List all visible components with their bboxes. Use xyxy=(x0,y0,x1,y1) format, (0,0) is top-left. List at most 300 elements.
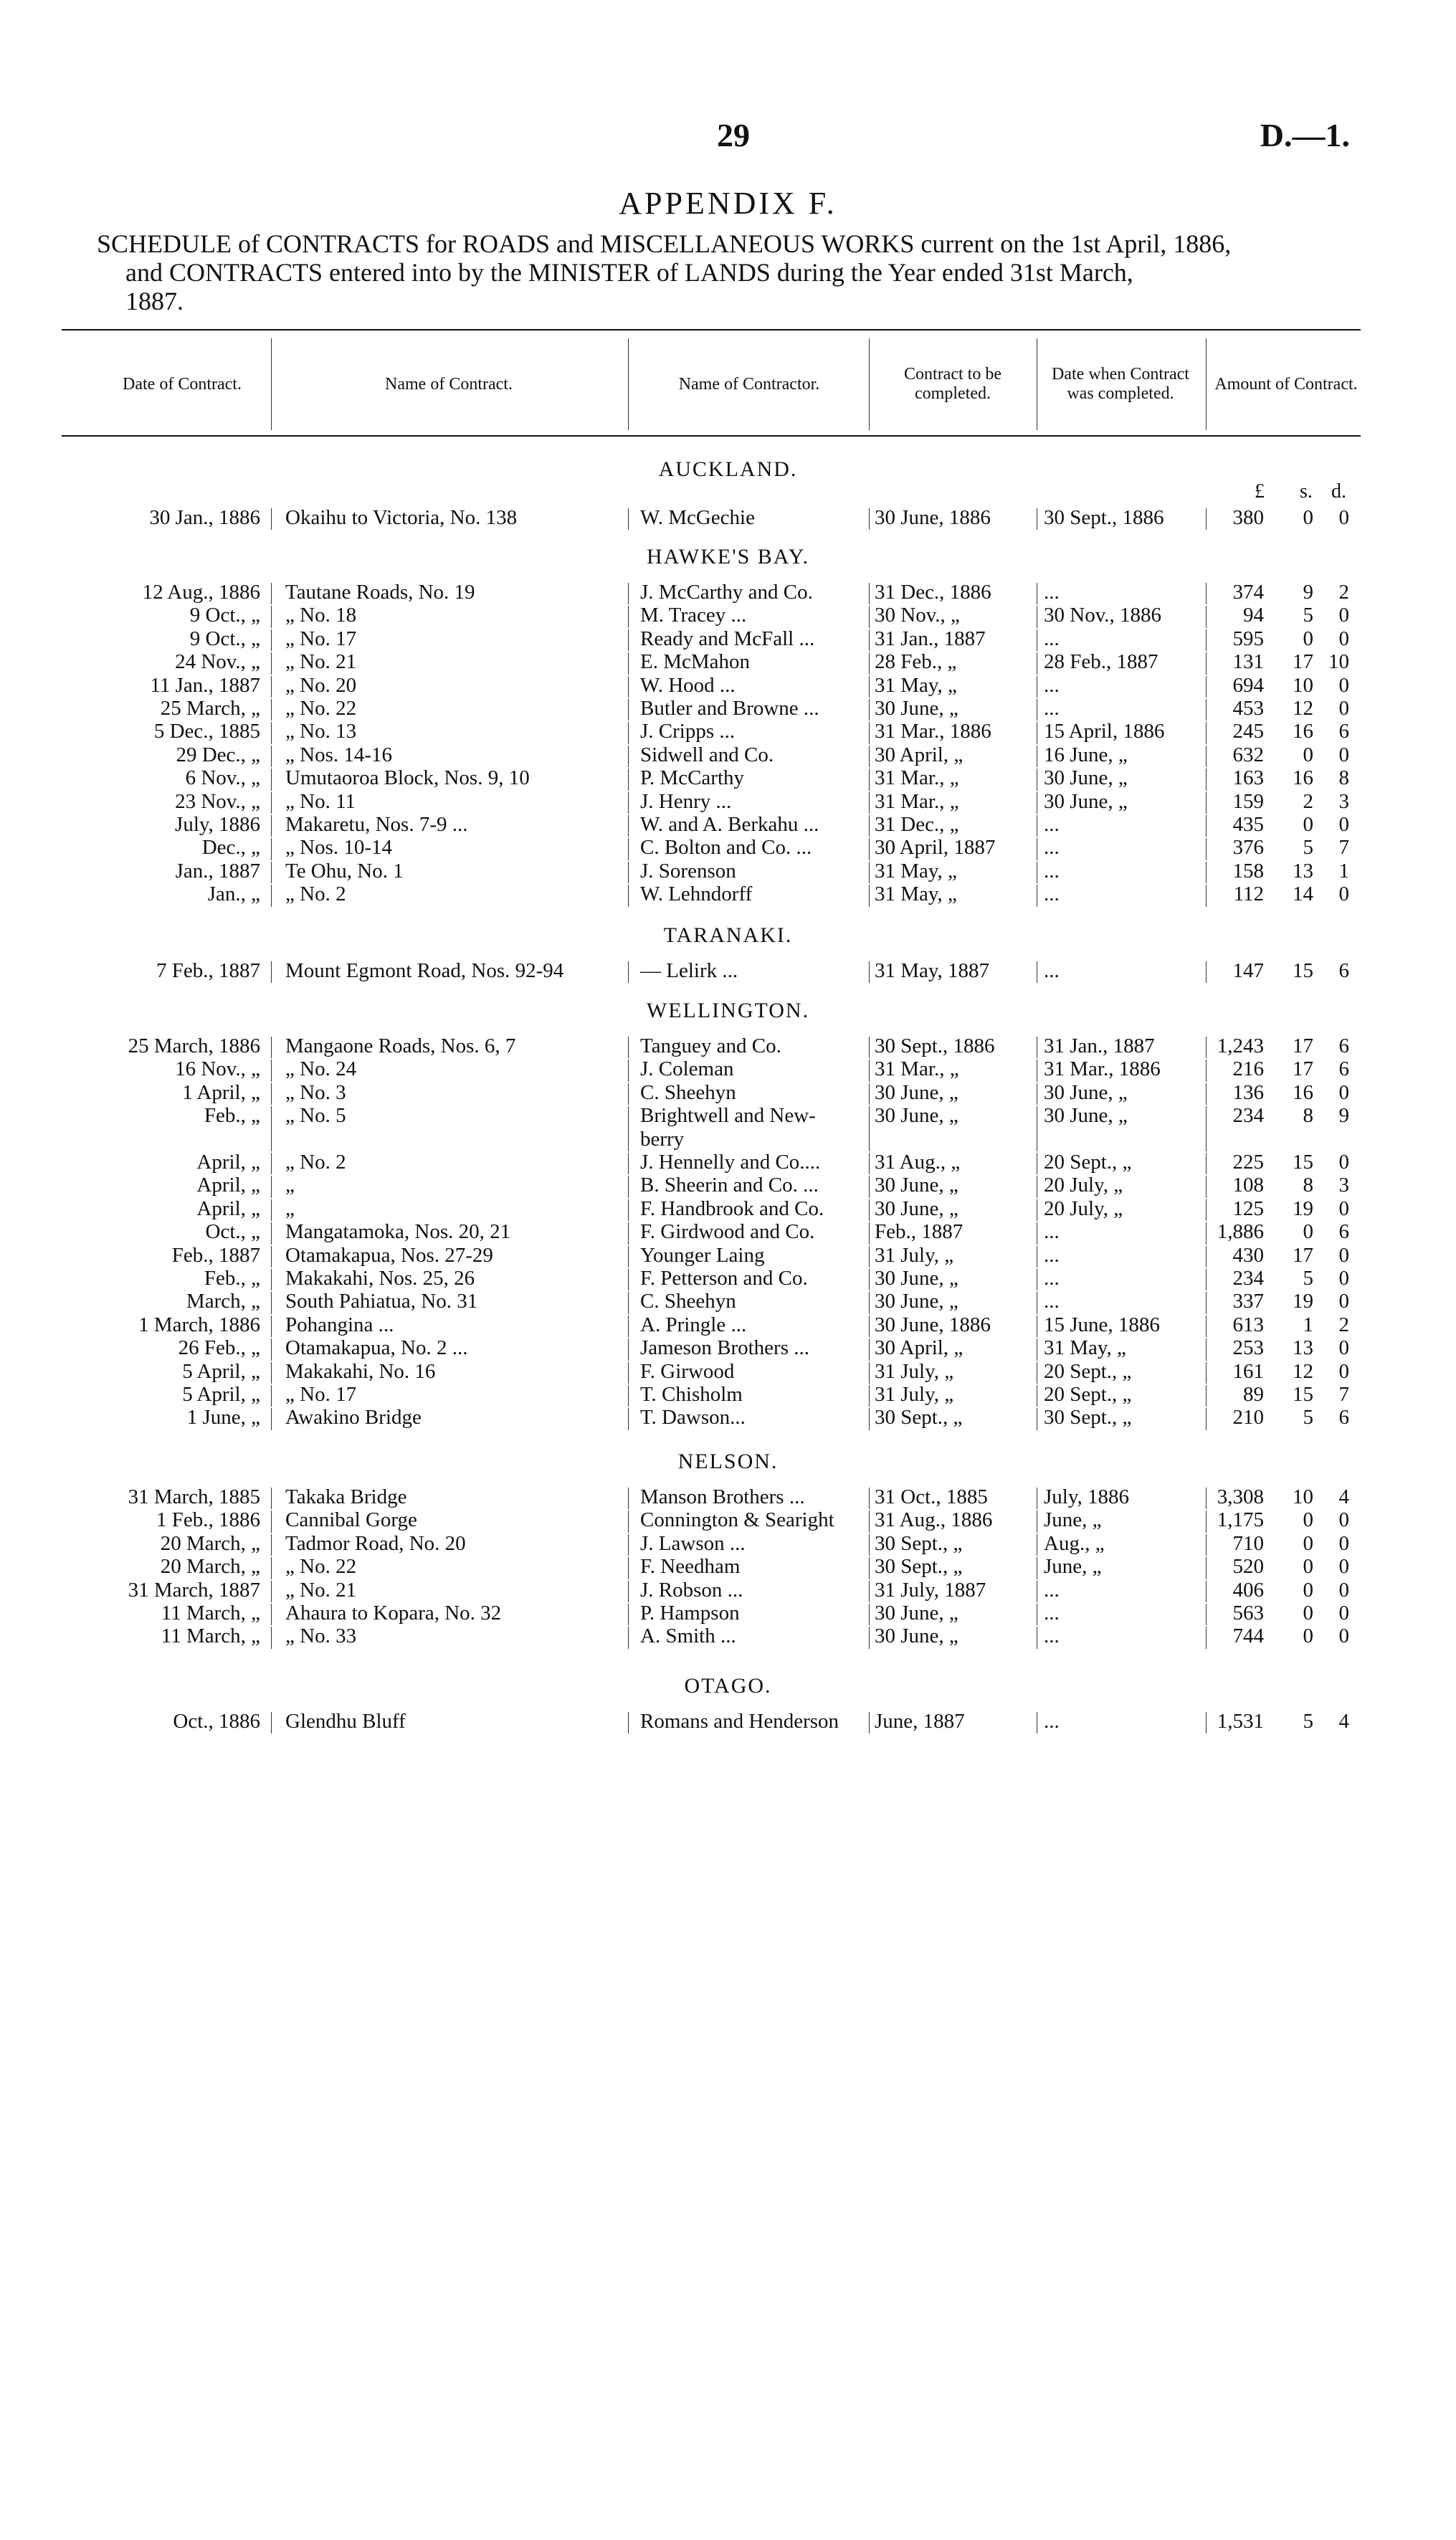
column-rule xyxy=(869,1534,870,1556)
column-rule xyxy=(628,652,629,674)
column-rule xyxy=(271,838,272,860)
column-rule xyxy=(628,1385,629,1407)
amount-pounds: 1,886 xyxy=(1217,1220,1264,1244)
amount-pounds: 253 xyxy=(1232,1336,1264,1360)
contractor-name: P. McCarthy xyxy=(640,766,744,790)
contract-name: „ No. 33 xyxy=(285,1625,357,1648)
completion-due: 30 Sept., „ xyxy=(875,1555,963,1579)
column-rule xyxy=(628,676,629,698)
col-header-to-complete: Contract to be completed. xyxy=(904,365,1001,403)
column-rule xyxy=(869,1083,870,1105)
column-rule xyxy=(1206,699,1207,720)
completion-due: 31 Mar., 1886 xyxy=(875,720,991,743)
column-rule xyxy=(271,1712,272,1733)
completion-date: ... xyxy=(1044,1267,1060,1290)
contract-date: Jan., „ xyxy=(207,883,260,906)
column-rule xyxy=(869,629,870,651)
contractor-name: — Lelirk ... xyxy=(640,959,738,982)
column-rule xyxy=(271,1083,272,1105)
completion-due: 28 Feb., „ xyxy=(875,650,957,674)
column-rule xyxy=(869,862,870,883)
column-rule xyxy=(271,1176,272,1197)
col-header-completed: Date when Contract was completed. xyxy=(1052,365,1189,403)
column-rule xyxy=(869,792,870,814)
column-rule xyxy=(1206,1106,1207,1151)
amount-pence: 0 xyxy=(1338,1602,1349,1625)
region-heading: NELSON. xyxy=(677,1450,779,1473)
column-rule xyxy=(1206,769,1207,790)
column-rule xyxy=(271,508,272,530)
contract-name: „ No. 24 xyxy=(285,1057,357,1081)
amount-pounds: 131 xyxy=(1232,650,1264,674)
column-rule xyxy=(271,862,272,883)
column-rule xyxy=(271,1385,272,1407)
column-rule xyxy=(1206,722,1207,743)
contractor-name: Sidwell and Co. xyxy=(640,743,774,766)
completion-due: 30 April, „ xyxy=(875,743,963,766)
completion-due: 31 Jan., 1887 xyxy=(875,627,986,650)
column-rule xyxy=(271,1222,272,1244)
column-rule xyxy=(628,1037,629,1058)
amount-pounds: 3,308 xyxy=(1217,1485,1264,1508)
contract-date: Oct., 1886 xyxy=(173,1710,260,1733)
amount-shillings: 0 xyxy=(1303,627,1313,650)
amount-pence: 2 xyxy=(1338,1313,1349,1336)
amount-pence: 0 xyxy=(1338,1508,1349,1532)
column-rule xyxy=(1206,508,1207,530)
contract-name: Okaihu to Victoria, No. 138 xyxy=(285,506,518,529)
column-rule xyxy=(271,1362,272,1384)
completion-due: 30 June, „ xyxy=(875,1267,958,1290)
column-rule xyxy=(628,1712,629,1733)
contract-name: Otamakapua, Nos. 27-29 xyxy=(285,1243,493,1267)
header-column-rule xyxy=(628,338,629,430)
amount-pounds: 520 xyxy=(1232,1555,1264,1579)
completion-date: 20 Sept., „ xyxy=(1044,1359,1132,1383)
amount-pence: 8 xyxy=(1338,766,1349,790)
column-rule xyxy=(628,1246,629,1267)
column-rule xyxy=(869,1408,870,1430)
column-rule xyxy=(869,1222,870,1244)
column-rule xyxy=(271,1292,272,1313)
amount-pounds: 1,175 xyxy=(1217,1508,1264,1532)
column-rule xyxy=(271,1199,272,1221)
column-rule xyxy=(628,1060,629,1081)
completion-date: 30 June, „ xyxy=(1044,1080,1128,1104)
completion-due: 30 June, 1886 xyxy=(875,1313,991,1336)
completion-date: ... xyxy=(1044,1578,1060,1602)
contract-date: 1 June, „ xyxy=(186,1406,260,1430)
amount-shillings: 13 xyxy=(1293,859,1313,883)
column-rule xyxy=(1206,1246,1207,1267)
column-rule xyxy=(628,838,629,860)
contract-name: South Pahiatua, No. 31 xyxy=(285,1290,478,1313)
contractor-name: M. Tracey ... xyxy=(640,604,747,627)
document-reference: D.—1. xyxy=(1260,117,1350,153)
column-rule xyxy=(628,815,629,837)
contract-name: Awakino Bridge xyxy=(285,1406,422,1430)
column-rule xyxy=(1206,583,1207,604)
column-rule xyxy=(1206,792,1207,814)
contract-date: April, „ xyxy=(196,1197,260,1220)
amount-pounds: 210 xyxy=(1232,1406,1264,1430)
column-rule xyxy=(628,699,629,720)
contract-name: „ No. 3 xyxy=(285,1080,346,1104)
completion-due: 31 Dec., 1886 xyxy=(875,581,991,604)
amount-pounds: 453 xyxy=(1232,697,1264,720)
amount-pounds: 147 xyxy=(1232,959,1264,982)
contractor-name: A. Pringle ... xyxy=(640,1313,747,1336)
completion-due: 30 April, „ xyxy=(875,1336,963,1360)
contractor-name: Younger Laing xyxy=(640,1243,765,1267)
column-rule xyxy=(628,746,629,767)
header-column-rule xyxy=(869,338,870,430)
completion-due: 31 Aug., 1886 xyxy=(875,1508,993,1532)
contractor-name: C. Bolton and Co. ... xyxy=(640,836,812,860)
contract-name: Cannibal Gorge xyxy=(285,1508,417,1532)
column-rule xyxy=(869,1269,870,1290)
completion-due: 30 June, „ xyxy=(875,697,958,720)
column-rule xyxy=(869,838,870,860)
completion-due: 30 Nov., „ xyxy=(875,604,960,627)
amount-pounds: 744 xyxy=(1232,1625,1264,1648)
amount-pence: 4 xyxy=(1338,1710,1349,1733)
column-rule xyxy=(1206,746,1207,767)
contract-name: „ No. 2 xyxy=(285,1151,346,1174)
column-rule xyxy=(869,1385,870,1407)
contract-date: 11 Jan., 1887 xyxy=(150,673,260,697)
contract-date: Feb., „ xyxy=(204,1104,260,1128)
amount-pence: 0 xyxy=(1338,743,1349,766)
amount-pounds: 108 xyxy=(1232,1174,1264,1197)
amount-shillings: 2 xyxy=(1303,789,1313,813)
column-rule xyxy=(1206,1037,1207,1058)
contractor-name: J. Coleman xyxy=(640,1057,734,1081)
amount-pence: 6 xyxy=(1338,1220,1349,1244)
amount-pence: 0 xyxy=(1338,697,1349,720)
column-rule xyxy=(628,1316,629,1337)
amount-pence: 4 xyxy=(1338,1485,1349,1508)
contract-date: 1 Feb., 1886 xyxy=(156,1508,260,1532)
contractor-name: J. Sorenson xyxy=(640,859,736,883)
amount-shillings: 0 xyxy=(1303,1625,1313,1648)
amount-pence: 0 xyxy=(1338,673,1349,697)
amount-shillings: 0 xyxy=(1303,1602,1313,1625)
amount-pounds: 94 xyxy=(1243,604,1264,627)
amount-shillings: 14 xyxy=(1293,883,1313,906)
column-rule xyxy=(869,1712,870,1733)
contract-name: Umutaoroa Block, Nos. 9, 10 xyxy=(285,766,530,790)
amount-shillings: 0 xyxy=(1303,1555,1313,1579)
contractor-name: T. Chisholm xyxy=(640,1383,743,1406)
amount-pence: 0 xyxy=(1338,1267,1349,1290)
amount-pence: 0 xyxy=(1338,1151,1349,1174)
contractor-name: W. and A. Berkahu ... xyxy=(640,813,819,836)
completion-date: ... xyxy=(1044,836,1060,860)
column-rule xyxy=(628,1083,629,1105)
column-rule xyxy=(271,792,272,814)
contract-date: 11 March, „ xyxy=(161,1602,260,1625)
column-rule xyxy=(271,1557,272,1579)
amount-shillings: 9 xyxy=(1303,581,1313,604)
amount-pence: 0 xyxy=(1338,1197,1349,1220)
column-rule xyxy=(1206,1269,1207,1290)
header-column-rule xyxy=(271,338,272,430)
amount-shillings: 5 xyxy=(1303,836,1313,860)
column-rule xyxy=(1206,1712,1207,1733)
completion-date: 20 July, „ xyxy=(1044,1174,1123,1197)
contractor-name: A. Smith ... xyxy=(640,1625,736,1648)
column-rule xyxy=(271,1246,272,1267)
amount-pounds: 406 xyxy=(1232,1578,1264,1602)
completion-date: July, 1886 xyxy=(1044,1485,1129,1508)
column-rule xyxy=(869,1106,870,1151)
contract-date: 9 Oct., „ xyxy=(189,604,260,627)
completion-due: 30 June, 1886 xyxy=(875,506,991,529)
column-rule xyxy=(271,583,272,604)
contractor-name: T. Dawson... xyxy=(640,1406,746,1430)
column-rule xyxy=(1206,1534,1207,1556)
amount-shillings: 5 xyxy=(1303,1710,1313,1733)
column-rule xyxy=(271,885,272,906)
contract-name: „ No. 18 xyxy=(285,604,357,627)
amount-shillings: 15 xyxy=(1293,959,1313,982)
column-rule xyxy=(271,1153,272,1174)
column-rule xyxy=(628,1511,629,1532)
column-rule xyxy=(271,815,272,837)
completion-date: 28 Feb., 1887 xyxy=(1044,650,1158,674)
completion-date: 31 Mar., 1886 xyxy=(1044,1057,1161,1081)
contract-date: 30 Jan., 1886 xyxy=(149,506,260,529)
column-rule xyxy=(271,769,272,790)
contract-date: Jan., 1887 xyxy=(175,859,260,883)
contract-name: Makaretu, Nos. 7-9 ... xyxy=(285,813,468,836)
completion-date: ... xyxy=(1044,1710,1060,1733)
column-rule xyxy=(1206,652,1207,674)
column-rule xyxy=(1206,1292,1207,1313)
amount-pounds: 595 xyxy=(1232,627,1264,650)
column-rule xyxy=(1206,1060,1207,1081)
contract-name: Ahaura to Kopara, No. 32 xyxy=(285,1602,502,1625)
completion-date: 20 Sept., „ xyxy=(1044,1383,1132,1406)
amount-pounds: 613 xyxy=(1232,1313,1264,1336)
column-rule xyxy=(271,676,272,698)
amount-pounds: 112 xyxy=(1233,883,1264,906)
column-rule xyxy=(1206,815,1207,837)
header-bottom-rule xyxy=(62,435,1361,437)
column-rule xyxy=(628,1106,629,1151)
contract-date: 6 Nov., „ xyxy=(185,766,260,790)
column-rule xyxy=(869,1338,870,1360)
contract-name: „ No. 13 xyxy=(285,720,357,743)
completion-date: ... xyxy=(1044,697,1060,720)
amount-pounds: 374 xyxy=(1232,581,1264,604)
amount-shillings: 0 xyxy=(1303,743,1313,766)
amount-shillings: 10 xyxy=(1293,1485,1313,1508)
completion-due: 30 June, „ xyxy=(875,1625,958,1648)
completion-due: 30 June, „ xyxy=(875,1080,958,1104)
column-rule xyxy=(869,508,870,530)
column-rule xyxy=(628,1627,629,1648)
column-rule xyxy=(271,1408,272,1430)
completion-due: 30 June, „ xyxy=(875,1602,958,1625)
column-rule xyxy=(1206,1627,1207,1648)
amount-pounds: 158 xyxy=(1232,859,1264,883)
column-rule xyxy=(869,1060,870,1081)
contractor-name: F. Needham xyxy=(640,1555,741,1579)
completion-date: ... xyxy=(1044,1243,1060,1267)
completion-due: 31 July, 1887 xyxy=(875,1578,986,1602)
amount-shillings: 5 xyxy=(1303,604,1313,627)
amount-pence: 1 xyxy=(1338,859,1349,883)
completion-date: 16 June, „ xyxy=(1044,743,1128,766)
column-rule xyxy=(869,1176,870,1197)
amount-shillings: 0 xyxy=(1303,1508,1313,1532)
amount-pence: 0 xyxy=(1338,1290,1349,1313)
completion-date: 30 June, „ xyxy=(1044,766,1128,790)
column-rule xyxy=(869,1153,870,1174)
amount-pounds: 125 xyxy=(1232,1197,1264,1220)
completion-date: 30 June, „ xyxy=(1044,1104,1128,1128)
contract-date: 5 April, „ xyxy=(182,1383,260,1406)
amount-shillings: 17 xyxy=(1293,1034,1313,1057)
column-rule xyxy=(628,508,629,530)
column-rule xyxy=(1206,1362,1207,1384)
contract-name: „ No. 11 xyxy=(285,789,356,813)
column-rule xyxy=(869,1627,870,1648)
contract-name: Makakahi, No. 16 xyxy=(285,1359,436,1383)
contract-date: Dec., „ xyxy=(201,836,260,860)
column-rule xyxy=(869,583,870,604)
col-header-date: Date of Contract. xyxy=(123,374,242,394)
contract-name: „ No. 20 xyxy=(285,673,357,697)
contract-date: 25 March, „ xyxy=(160,697,260,720)
column-rule xyxy=(1206,862,1207,883)
column-rule xyxy=(628,1222,629,1244)
amount-pence: 10 xyxy=(1328,650,1349,674)
contractor-name: F. Handbrook and Co. xyxy=(640,1197,824,1220)
column-rule xyxy=(1206,1511,1207,1532)
contract-date: 31 March, 1887 xyxy=(128,1578,260,1602)
contractor-name: P. Hampson xyxy=(640,1602,740,1625)
amount-shillings: 19 xyxy=(1293,1290,1313,1313)
column-rule xyxy=(628,862,629,883)
contract-name: „ xyxy=(285,1174,295,1197)
completion-date: ... xyxy=(1044,1220,1060,1244)
column-rule xyxy=(869,961,870,983)
amount-shillings: 5 xyxy=(1303,1406,1313,1430)
column-rule xyxy=(869,1557,870,1579)
completion-due: 31 Dec., „ xyxy=(875,813,959,836)
amount-pounds: 234 xyxy=(1232,1104,1264,1128)
completion-due: 31 May, „ xyxy=(875,883,957,906)
completion-date: 15 June, 1886 xyxy=(1044,1313,1160,1336)
contractor-name: Manson Brothers ... xyxy=(640,1485,805,1508)
amount-pence: 6 xyxy=(1338,1034,1349,1057)
contract-name: „ No. 5 xyxy=(285,1104,346,1128)
column-rule xyxy=(869,746,870,767)
amount-pounds: 1,243 xyxy=(1217,1034,1264,1057)
completion-due: 31 Mar., „ xyxy=(875,766,959,790)
title-line-1: SCHEDULE of CONTRACTS for ROADS and MISCELLANEOUS WORKS current on the 1st April, 1886, xyxy=(97,229,1232,258)
contract-name: „ Nos. 10-14 xyxy=(285,836,393,860)
column-rule xyxy=(869,1246,870,1267)
amount-pence: 2 xyxy=(1338,581,1349,604)
contractor-name: C. Sheehyn xyxy=(640,1080,736,1104)
completion-due: 30 Sept., 1886 xyxy=(875,1034,995,1057)
completion-due: 31 Oct., 1885 xyxy=(875,1485,988,1508)
amount-pence: 0 xyxy=(1338,1531,1349,1555)
contractor-name: J. Hennelly and Co.... xyxy=(640,1151,821,1174)
column-rule xyxy=(1206,1581,1207,1602)
amount-pence: 0 xyxy=(1338,883,1349,906)
contract-name: „ No. 2 xyxy=(285,883,346,906)
contractor-name: W. McGechie xyxy=(640,506,755,529)
contractor-name: F. Petterson and Co. xyxy=(640,1267,808,1290)
column-rule xyxy=(628,1488,629,1509)
completion-date: 31 Jan., 1887 xyxy=(1044,1034,1155,1057)
contract-name: „ No. 17 xyxy=(285,627,357,650)
completion-date: 30 Nov., 1886 xyxy=(1044,604,1162,627)
amount-pence: 3 xyxy=(1338,1174,1349,1197)
column-rule xyxy=(271,1511,272,1532)
contract-name: Glendhu Bluff xyxy=(285,1710,406,1733)
amount-pence: 6 xyxy=(1338,959,1349,982)
column-rule xyxy=(1206,606,1207,627)
column-rule xyxy=(628,961,629,983)
completion-due: 30 June, „ xyxy=(875,1197,958,1220)
amount-pounds: 234 xyxy=(1232,1267,1264,1290)
contractor-name: Connington & Searight xyxy=(640,1508,834,1532)
amount-shillings: 8 xyxy=(1303,1174,1313,1197)
column-rule xyxy=(628,1269,629,1290)
contract-name: „ No. 17 xyxy=(285,1383,357,1406)
column-rule xyxy=(628,1581,629,1602)
column-rule xyxy=(1206,1176,1207,1197)
contract-name: Te Ohu, No. 1 xyxy=(285,859,404,883)
completion-due: 30 April, 1887 xyxy=(875,836,996,860)
completion-date: June, „ xyxy=(1044,1555,1102,1579)
contract-date: 12 Aug., 1886 xyxy=(142,581,260,604)
contract-date: Oct., „ xyxy=(205,1220,260,1244)
column-rule xyxy=(271,652,272,674)
column-rule xyxy=(869,1604,870,1625)
contract-date: 26 Feb., „ xyxy=(178,1336,260,1360)
amount-pence: 9 xyxy=(1338,1104,1349,1128)
completion-due: 30 June, „ xyxy=(875,1174,958,1197)
completion-date: ... xyxy=(1044,581,1060,604)
completion-due: 31 July, „ xyxy=(875,1243,954,1267)
amount-pounds: 225 xyxy=(1232,1151,1264,1174)
completion-due: 31 Mar., „ xyxy=(875,789,959,813)
completion-date: 20 Sept., „ xyxy=(1044,1151,1132,1174)
amount-pounds: 136 xyxy=(1232,1080,1264,1104)
amount-shillings: 0 xyxy=(1303,1531,1313,1555)
amount-pence: 0 xyxy=(1338,1243,1349,1267)
amount-pence: 7 xyxy=(1338,836,1349,860)
contract-name: Mangaone Roads, Nos. 6, 7 xyxy=(285,1034,516,1057)
column-rule xyxy=(869,1037,870,1058)
amount-pence: 7 xyxy=(1338,1383,1349,1406)
completion-due: 30 June, „ xyxy=(875,1104,958,1128)
column-rule xyxy=(628,1292,629,1313)
amount-shillings: 16 xyxy=(1293,766,1313,790)
amount-pounds: 337 xyxy=(1232,1290,1264,1313)
column-rule xyxy=(1206,629,1207,651)
amount-pounds: 245 xyxy=(1232,720,1264,743)
column-rule xyxy=(869,815,870,837)
contractor-name: C. Sheehyn xyxy=(640,1290,736,1313)
